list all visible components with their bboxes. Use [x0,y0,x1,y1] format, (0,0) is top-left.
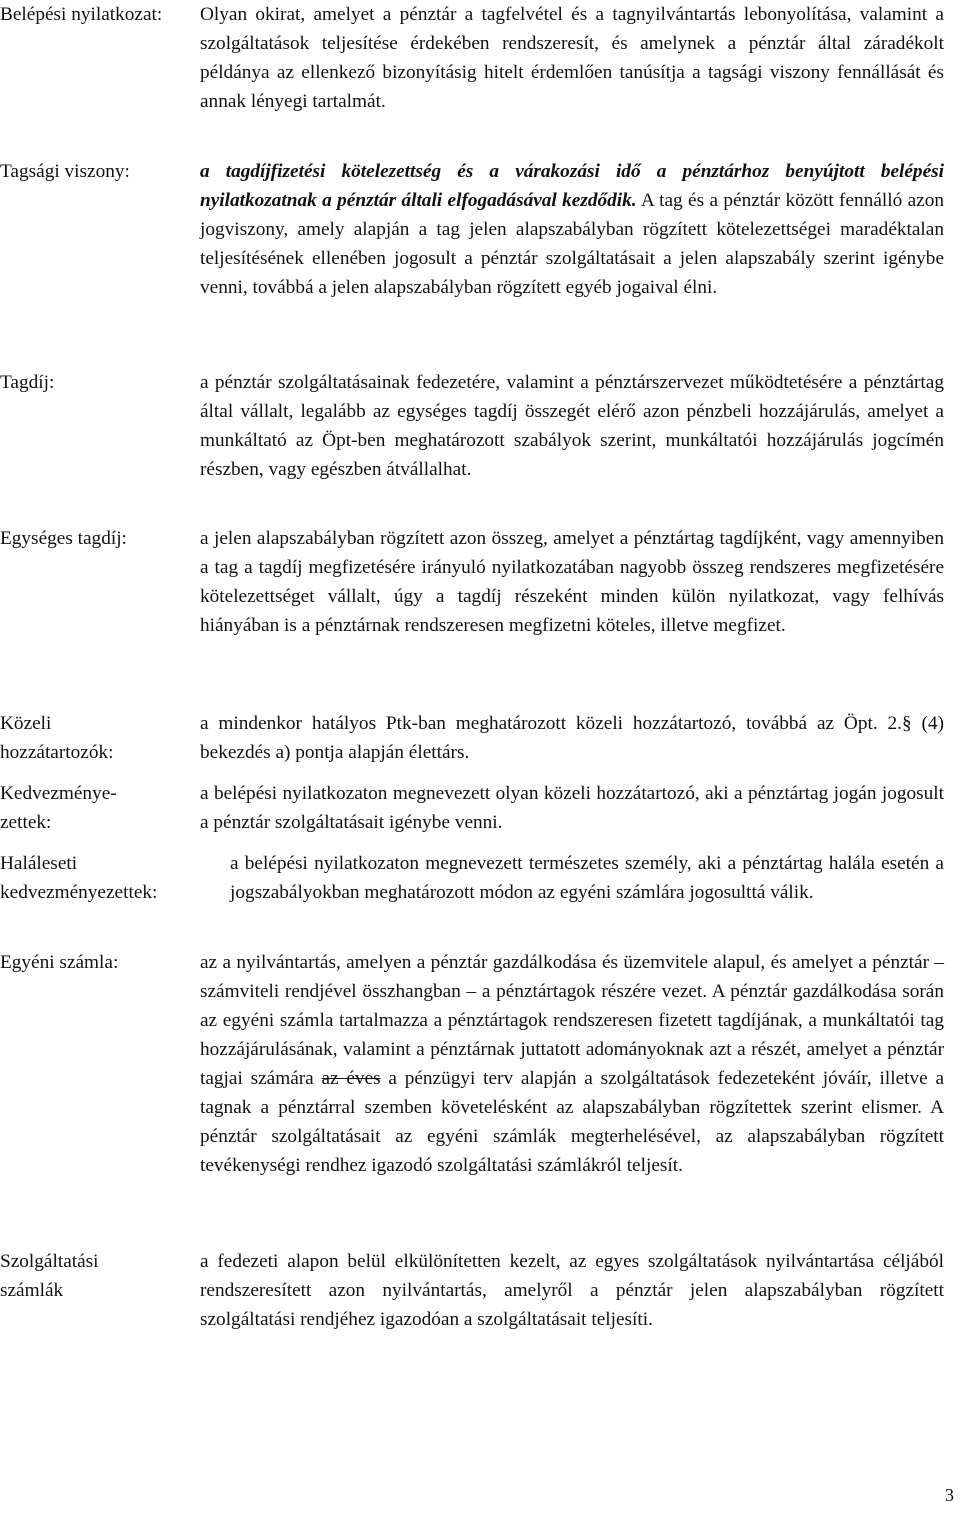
term-szolgaltatasi-szamlak: Szolgáltatási számlák [0,1251,99,1301]
term-haleseti-kedvezmenyezettek: Haláleseti kedvezményezettek: [0,853,158,903]
definition-tagsagi-viszony-emphasis: a tagdíjfizetési kötelezettség és a várakozási idő a pénztárhoz benyújtott belépési nyilatkozatnak a pénztár általi elfogadásával kezdődik. [200,161,944,211]
definition-tagsagi-viszony [200,157,944,302]
definition-tagdij: a pénztár szolgáltatásainak fedezetére, valamint a pénztárszervezet működtetésére a pénztártag által vállalt, legalább az egységes tagdíj összegét elérő azon pénzbeli hozzájárulás, amelyet a munkáltató az Öpt-ben meghatározott szabályok szerint, munkáltatói hozzájárulás jogcímén részben, vagy egészben átvállalhat. [200,372,944,480]
definition-tagsagi-viszony-text: A tag és a pénztár között fennálló azon jogviszony, amely alapján a tag jelen alapszabályban rögzített kötelezettségei maradéktalan teljesítésének ellenében jogosult a pénztár szolgáltatásait a jelen alapszabály szerint igénybe venni, továbbá a jelen alapszabályban rögzített egyéb jogaival élni. [200,190,944,298]
term-tagdij: Tagdíj: [0,372,55,393]
term-egyeni-szamla: Egyéni számla: [0,952,119,973]
definition-egyeni-szamla-part2: a pénzügyi terv alapján a szolgáltatások fedezeteként jóváír, illetve a tagnak a pénztárral szemben követelésként az alapszabályban rögzítettek szerint elismer. A pénztár szolgáltatásait az egyéni számlák megterhelésével, az alapszabályban rögzített tevékenységi rendhez igazodó szolgáltatási számlákról teljesít. [200,1068,945,1176]
definition-haleseti-kedvezmenyezettek: a belépési nyilatkozaton megnevezett természetes személy, aki a pénztártag halála esetén a jogszabályokban meghatározott módon az egyéni számlára jogosulttá válik. [230,853,944,903]
definition-egyeni-szamla-struck-text: az éves [321,1068,381,1089]
definition-belepesi-nyilatkozat: Olyan okirat, amelyet a pénztár a tagfelvétel és a tagnyilvántartás lebonyolítása, valamint a szolgáltatások teljesítése érdekében rendszeresít, és amelynek a pénztár által záradékolt példánya az ellenkező bizonyításig hitelt érdemlően tanúsítja a tagsági viszony fennállását és annak lényegi tartalmát. [200,4,944,112]
term-tagsagi-viszony: Tagsági viszony: [0,161,130,182]
page-number: 3 [945,1485,954,1505]
definition-kozeli-hozzatartozok: a mindenkor hatályos Ptk-ban meghatározott közeli hozzátartozó, továbbá az Öpt. 2.§ (4) bekezdés a) pontja alapján élettárs. [200,713,944,763]
definition-kedvezmenyezettek: a belépési nyilatkozaton megnevezett olyan közeli hozzátartozó, aki a pénztártag jogán jogosult a pénztár szolgáltatásait igénybe venni. [200,783,944,833]
term-egyseges-tagdij: Egységes tagdíj: [0,528,127,549]
definition-egyeni-szamla [200,948,944,1180]
definition-szolgaltatasi-szamlak: a fedezeti alapon belül elkülönítetten kezelt, az egyes szolgáltatások nyilvántartása céljából rendszeresített azon nyilvántartás, amelyről a pénztár jelen alapszabályban rögzített szolgáltatási rendjéhez igazodóan a szolgáltatásait teljesíti. [200,1251,944,1330]
definition-egyeni-szamla-part1: az a nyilvántartás, amelyen a pénztár gazdálkodása és üzemvitele alapul, és amelyet a pénztár – számviteli rendjével összhangban – a pénztártagok részére vezet. A pénztár gazdálkodása során az egyéni számla tartalmazza a pénztártagok rendszeresen fizetett tagdíjának, a munkáltatói tag hozzájárulásának, valamint a pénztárnak juttatott adományoknak azt a részét, amelyet a pénztár tagjai számára [200,952,944,1089]
definition-egyseges-tagdij: a jelen alapszabályban rögzített azon összeg, amelyet a pénztártag tagdíjként, vagy amennyiben a tag a tagdíj megfizetésére irányuló nyilatkozatában nagyobb összeg rendszeres megfizetésére kötelezettséget vállalt, úgy a tagdíj részeként minden külön nyilatkozat, vagy felhívás hiányában is a pénztárnak rendszeresen megfizetni köteles, illetve megfizet. [200,528,944,636]
term-kedvezmenyezettek: Kedvezménye-zettek: [0,783,117,833]
term-kozeli-hozzatartozok: Közeli hozzátartozók: [0,713,114,763]
term-belepesi-nyilatkozat: Belépési nyilatkozat: [0,4,163,25]
